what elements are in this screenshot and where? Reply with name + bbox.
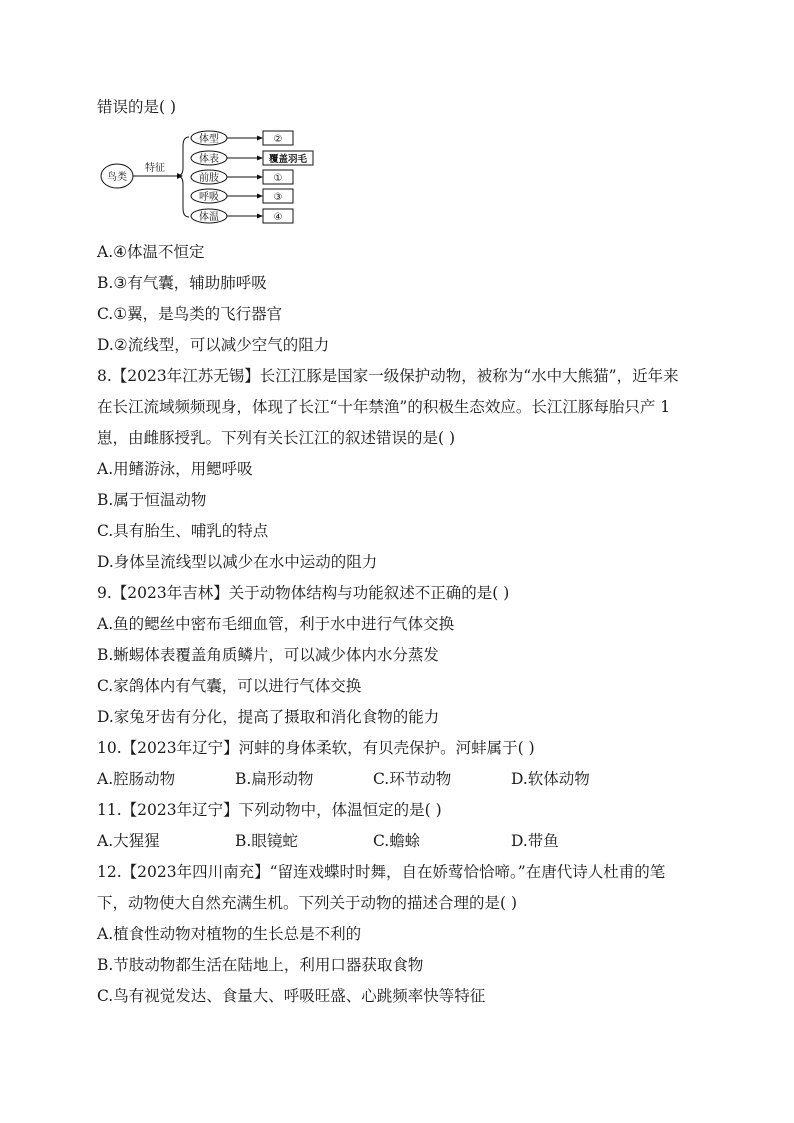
feature-row-4	[191, 209, 293, 223]
arrowhead	[257, 194, 263, 199]
q7-option-b: B.③有气囊，辅助肺呼吸	[97, 274, 267, 292]
q7-option-a: A.④体温不恒定	[97, 243, 205, 261]
attr-label: 呼吸	[199, 192, 219, 203]
feature-row-1	[191, 151, 313, 165]
value-label: ①	[273, 173, 283, 184]
attr-label: 体温	[199, 212, 219, 223]
value-label: 覆盖羽毛	[268, 154, 308, 165]
value-label: ②	[273, 134, 283, 145]
q10-option-d: D.软体动物	[511, 770, 590, 788]
q12-option-c: C.鸟有视觉发达、食量大、呼吸旺盛、心跳频率快等特征	[97, 987, 486, 1005]
q11-option-a: A.大猩猩	[97, 832, 160, 850]
value-label: ③	[273, 192, 283, 203]
q8-stem-line-3: 崽，由雌豚授乳。下列有关长江江的叙述错误的是( )	[97, 429, 456, 447]
q8-option-d: D.身体呈流线型以减少在水中运动的阻力	[97, 553, 378, 571]
root-label: 鸟类	[107, 172, 127, 183]
q11-option-b: B.眼镜蛇	[235, 832, 298, 850]
q11-option-c: C.蟾蜍	[373, 832, 421, 850]
q8-option-b: B.属于恒温动物	[97, 491, 207, 509]
q7-option-c: C.①翼，是鸟类的飞行器官	[97, 305, 283, 323]
q8-option-c: C.具有胎生、哺乳的特点	[97, 522, 269, 540]
q8-stem-line-1: 8.【2023年江苏无锡】长江江豚是国家一级保护动物，被称为“水中大熊猫”，近年来	[97, 367, 679, 385]
q10-stem: 10.【2023年辽宁】河蚌的身体柔软，有贝壳保护。河蚌属于( )	[97, 739, 535, 757]
attr-label: 前肢	[199, 173, 219, 184]
q8-option-a: A.用鳍游泳，用鳃呼吸	[97, 460, 253, 478]
q12-option-b: B.节肢动物都生活在陆地上，利用口器获取食物	[97, 956, 424, 974]
q11-stem: 11.【2023年辽宁】下列动物中，体温恒定的是( )	[97, 801, 442, 819]
q8-stem-line-2: 在长江流域频频现身，体现了长江“十年禁渔”的积极生态效应。长江江豚每胎只产 1	[97, 398, 671, 416]
q11-option-d: D.带鱼	[511, 832, 559, 850]
q10-option-b: B.扁形动物	[235, 770, 314, 788]
q9-stem: 9.【2023年吉林】关于动物体结构与功能叙述不正确的是( )	[97, 584, 510, 602]
arrowhead	[257, 136, 263, 141]
value-label: ④	[273, 212, 283, 223]
arrowhead	[257, 175, 263, 180]
attr-label: 体表	[199, 154, 219, 165]
q9-option-a: A.鱼的鳃丝中密布毛细血管，利于水中进行气体交换	[97, 615, 455, 633]
q9-option-d: D.家兔牙齿有分化，提高了摄取和消化食物的能力	[97, 708, 440, 726]
q9-option-c: C.家鸽体内有气囊，可以进行气体交换	[97, 677, 362, 695]
q12-stem-line-1: 12.【2023年四川南充】“留连戏蝶时时舞，自在娇莺恰恰啼。”在唐代诗人杜甫的笔	[97, 863, 666, 881]
attr-label: 体型	[199, 134, 219, 145]
arrowhead	[257, 214, 263, 219]
bird-features-svg	[97, 128, 327, 226]
q12-stem-line-2: 下，动物使大自然充满生机。下列关于动物的描述合理的是( )	[97, 894, 518, 912]
q10-options	[97, 769, 697, 789]
arrowhead	[257, 156, 263, 161]
feature-row-2	[191, 170, 293, 184]
q11-options	[97, 831, 697, 851]
q7-option-d: D.②流线型，可以减少空气的阻力	[97, 336, 330, 354]
feature-row-0	[191, 131, 293, 145]
q7-stem-tail: 错误的是( )	[97, 98, 177, 116]
q10-option-c: C.环节动物	[373, 770, 452, 788]
q12-option-a: A.植食性动物对植物的生长总是不利的	[97, 925, 362, 943]
q10-option-a: A.腔肠动物	[97, 770, 176, 788]
q9-option-b: B.蜥蜴体表覆盖角质鳞片，可以减少体内水分蒸发	[97, 646, 439, 664]
link-label: 特征	[145, 163, 165, 174]
feature-row-3	[191, 189, 293, 203]
bird-features-diagram	[97, 128, 327, 226]
